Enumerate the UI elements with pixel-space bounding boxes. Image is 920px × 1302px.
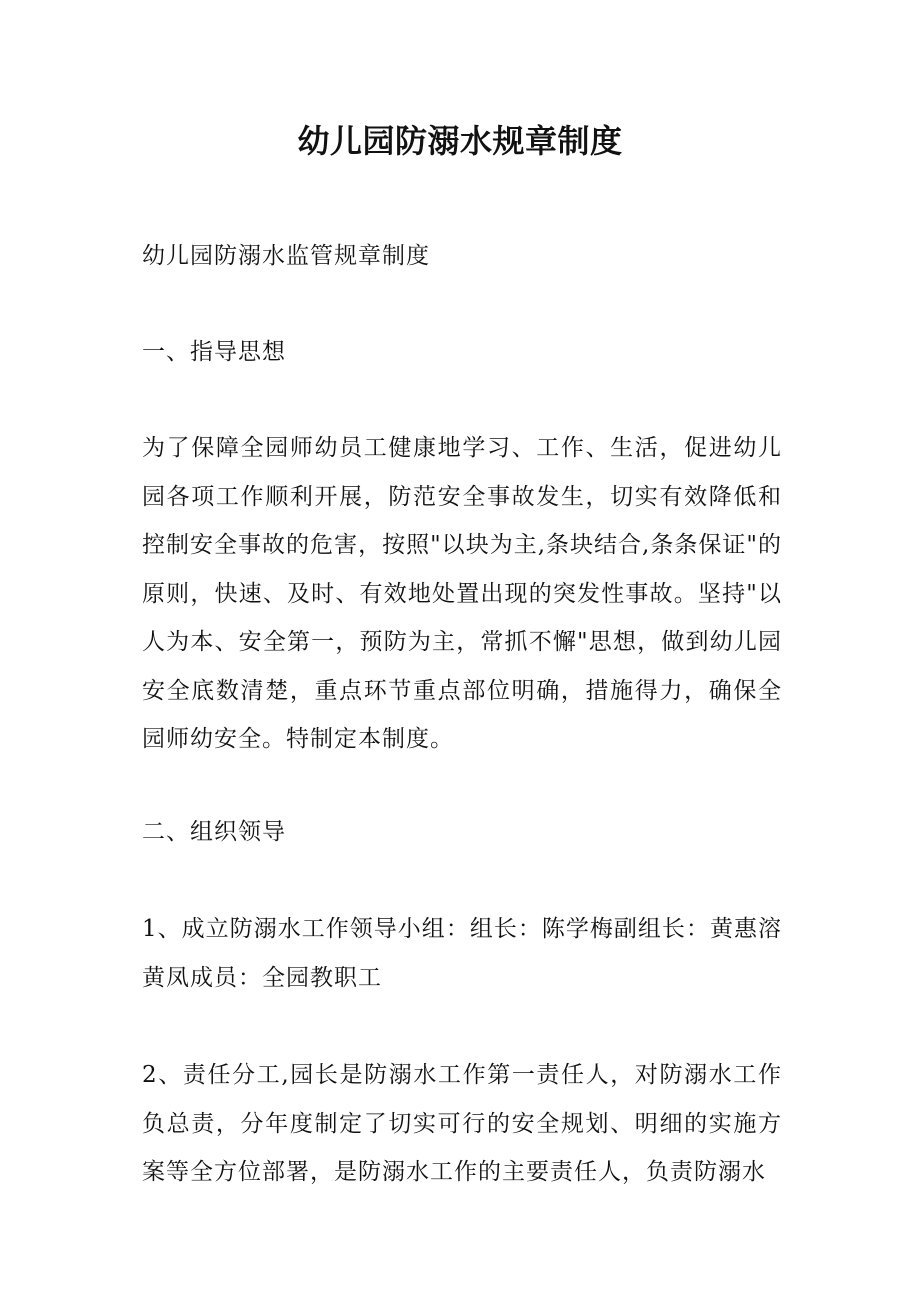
- list-item-responsibility: 2、责任分工,园长是防溺水工作第一责任人，对防溺水工作负总责，分年度制定了切实可行的安全规划、明细的实施方案等全方位部署，是防溺水工作的主要责任人，负责防溺水: [142, 1062, 782, 1185]
- section-heading-organization: 二、组织领导: [142, 819, 286, 845]
- section-heading-guiding-ideology: 一、指导思想: [142, 339, 286, 365]
- document-title: 幼儿园防溺水规章制度: [297, 122, 623, 160]
- document-subtitle: 幼儿园防溺水监管规章制度: [142, 243, 430, 269]
- guiding-ideology-paragraph: 为了保障全园师幼员工健康地学习、工作、生活，促进幼儿园各项工作顺利开展，防范安全事故发生，切实有效降低和控制安全事故的危害，按照"以块为主,条块结合,条条保证"的原则，快速、及时、有效地处置出现的突发性事故。坚持"以人为本、安全第一，预防为主，常抓不懈"思想，做到幼儿园安全底数清楚，重点环节重点部位明确，措施得力，确保全园师幼安全。特制定本制度。: [142, 435, 782, 752]
- list-item-leadership-group: 1、成立防溺水工作领导小组：组长：陈学梅副组长：黄惠溶黄凤成员：全园教职工: [142, 916, 782, 991]
